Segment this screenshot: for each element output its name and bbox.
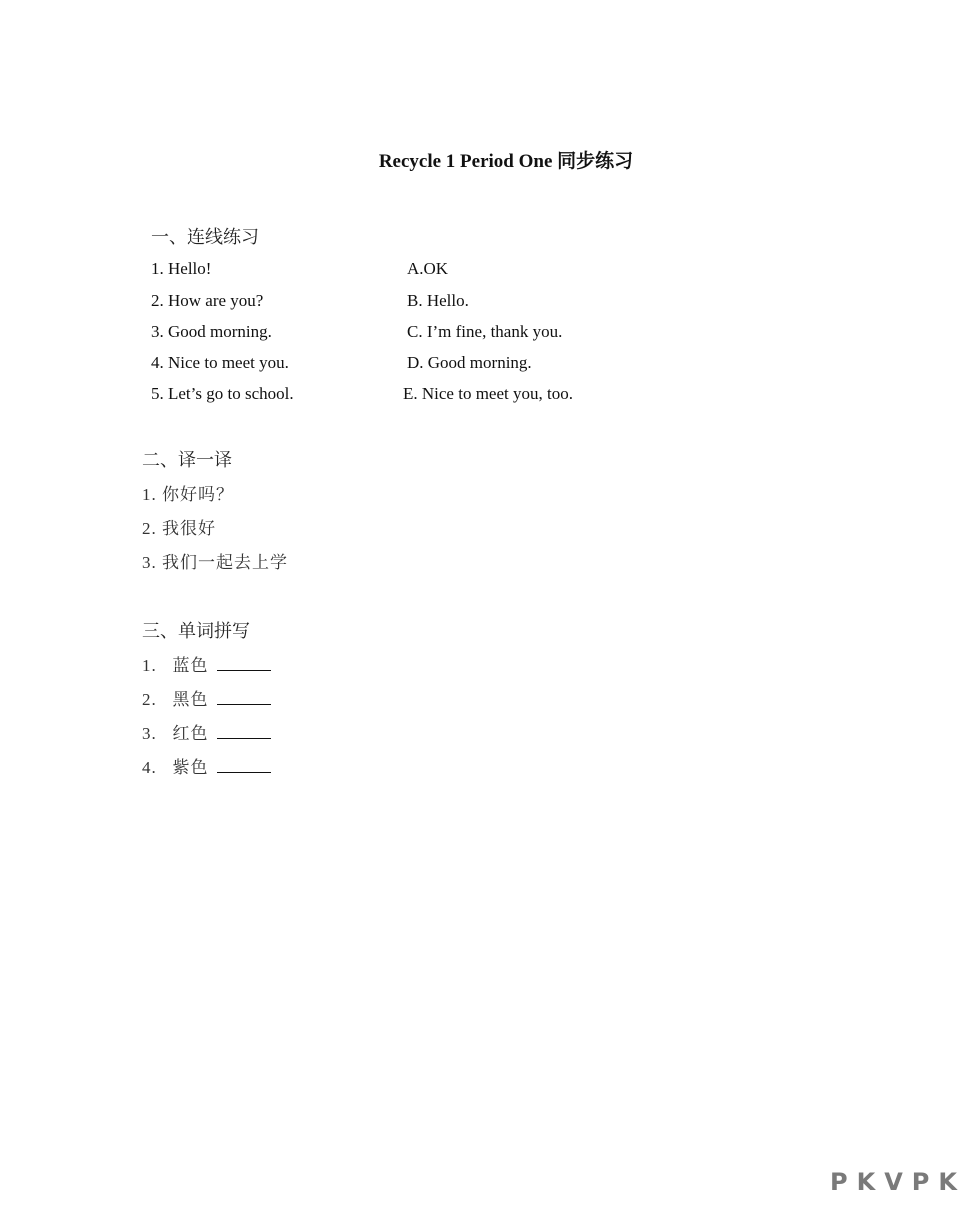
- match-left-item: 2. How are you?: [151, 291, 264, 310]
- spelling-item: [142, 719, 271, 744]
- answer-blank[interactable]: [217, 656, 271, 671]
- translate-item: 3. 我们一起去上学: [142, 553, 288, 572]
- spelling-item: [142, 685, 271, 710]
- watermark-logo: PKVPK: [830, 1168, 966, 1196]
- match-right-item: A.OK: [407, 259, 449, 278]
- section2-heading: 二、译一译: [142, 450, 232, 470]
- section3-heading: 三、单词拼写: [142, 621, 250, 641]
- match-right-item: E. Nice to meet you, too.: [403, 384, 573, 403]
- translate-item: 2. 我很好: [142, 519, 216, 538]
- spelling-item: [142, 651, 271, 676]
- match-left-item: 1. Hello!: [151, 259, 212, 278]
- match-right-item: C. I’m fine, thank you.: [407, 322, 563, 341]
- section1-heading: 一、连线练习: [151, 227, 259, 247]
- spelling-item-label: 2. 黑色: [142, 690, 209, 709]
- answer-blank[interactable]: [217, 758, 271, 773]
- answer-blank[interactable]: [217, 724, 271, 739]
- match-right-item: B. Hello.: [407, 291, 469, 310]
- spelling-item: [142, 753, 271, 778]
- match-left-item: 3. Good morning.: [151, 322, 272, 341]
- page-title: Recycle 1 Period One 同步练习: [378, 151, 634, 172]
- translate-item: 1. 你好吗？: [142, 485, 234, 504]
- answer-blank[interactable]: [217, 690, 271, 705]
- spelling-item-label: 1. 蓝色: [142, 656, 209, 675]
- spelling-item-label: 4. 紫色: [142, 758, 209, 777]
- spelling-item-label: 3. 红色: [142, 724, 209, 743]
- match-right-item: D. Good morning.: [407, 353, 532, 372]
- match-left-item: 5. Let’s go to school.: [151, 384, 294, 403]
- match-left-item: 4. Nice to meet you.: [151, 353, 289, 372]
